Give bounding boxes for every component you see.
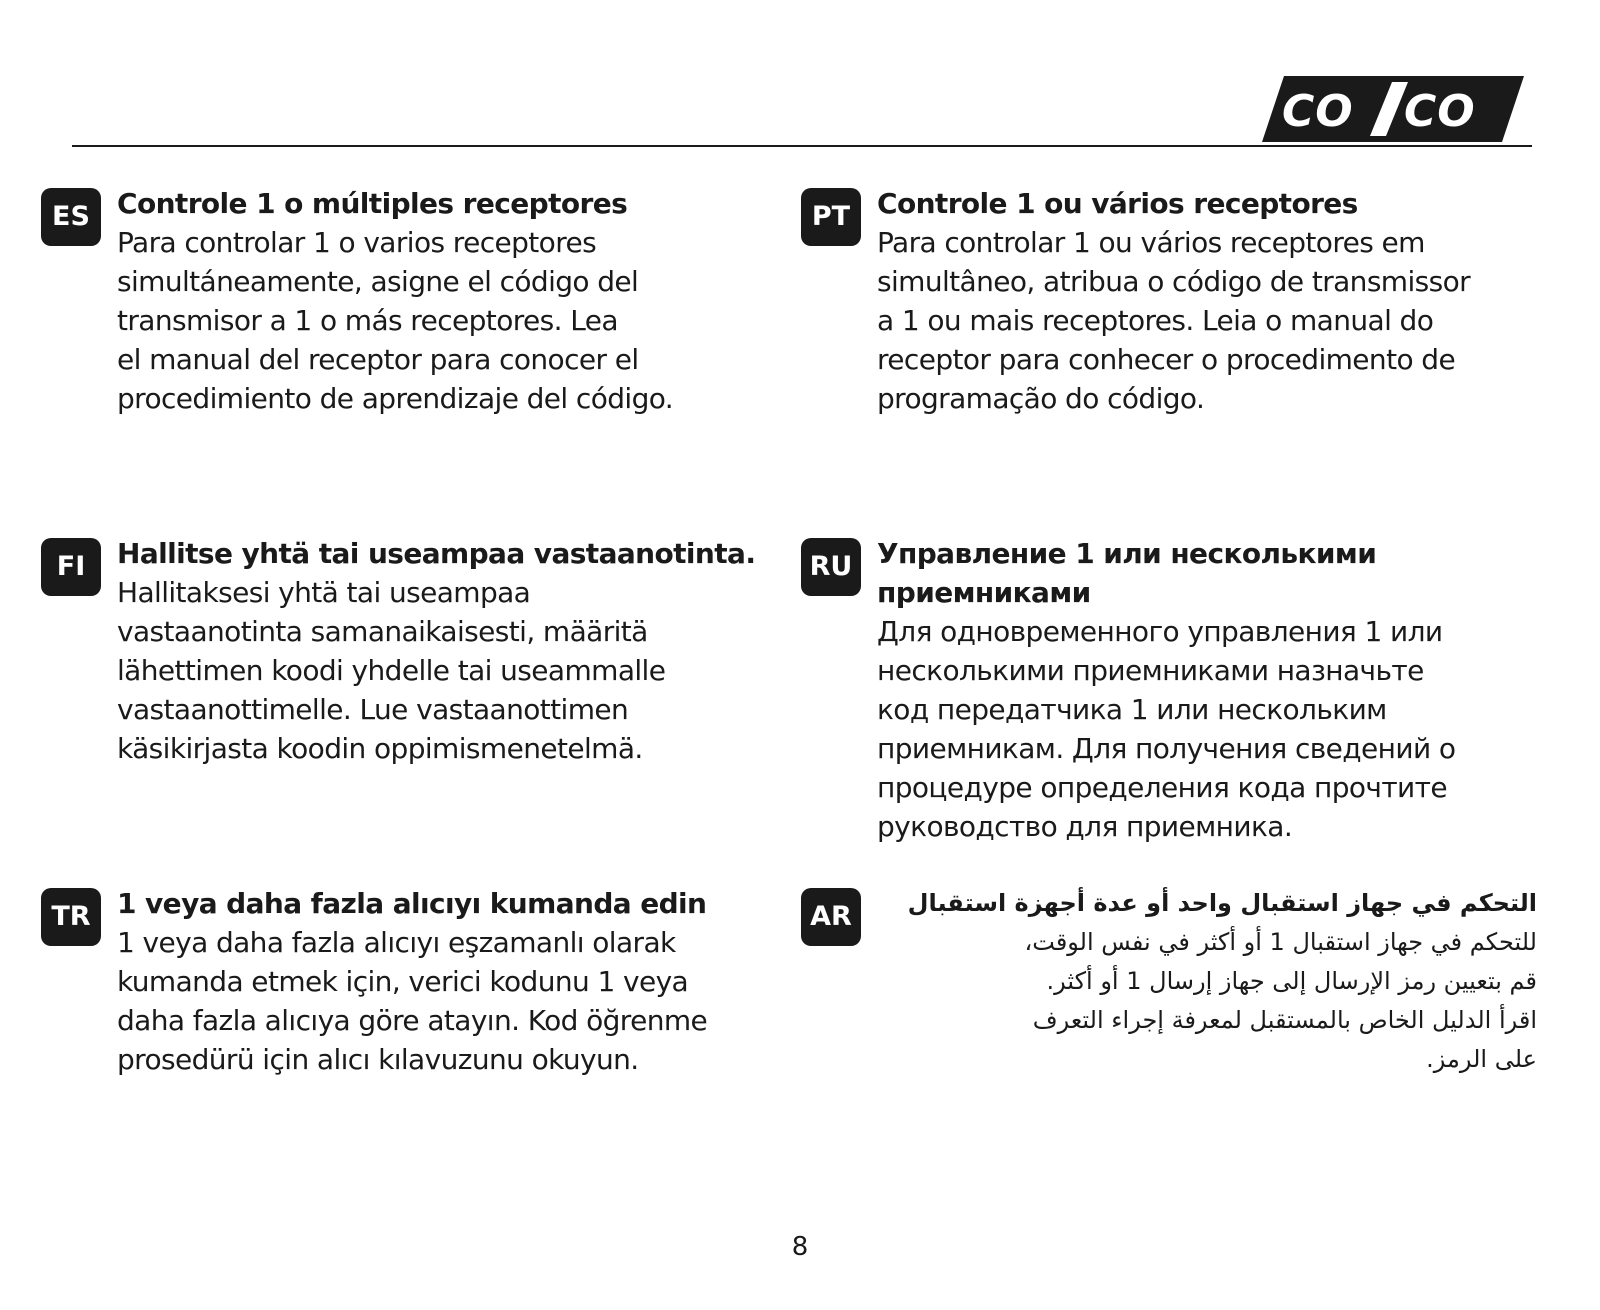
body-line: transmisor a 1 o más receptores. Lea bbox=[117, 304, 618, 337]
body-line: процедуре определения кода прочтите bbox=[877, 771, 1447, 804]
body-line: приемникам. Для получения сведений о bbox=[877, 732, 1456, 765]
coco-logo bbox=[1262, 76, 1524, 142]
body-line: prosedürü için alıcı kılavuzunu okuyun. bbox=[117, 1043, 639, 1076]
body-line: اقرأ الدليل الخاص بالمستقبل لمعرفة إجراء التعرف bbox=[1032, 1006, 1537, 1034]
body-line: receptor para conhecer o procedimento de bbox=[877, 343, 1456, 376]
body-line: 1 veya daha fazla alıcıyı eşzamanlı olarak bbox=[117, 926, 676, 959]
body-line: a 1 ou mais receptores. Leia o manual do bbox=[877, 304, 1434, 337]
language-badge-tr: TR bbox=[41, 888, 101, 946]
language-badge-pt: PT bbox=[801, 188, 861, 246]
body-line: vastaanotinta samanaikaisesti, määritä bbox=[117, 615, 648, 648]
section-content-es bbox=[117, 184, 777, 418]
language-badge-fi: FI bbox=[41, 538, 101, 596]
section-body-es bbox=[117, 223, 777, 418]
header-rule bbox=[72, 145, 1532, 147]
section-content-pt bbox=[877, 184, 1537, 418]
language-badge-es: ES bbox=[41, 188, 101, 246]
body-line: käsikirjasta koodin oppimismenetelmä. bbox=[117, 732, 643, 765]
section-body-ar bbox=[877, 923, 1537, 1079]
body-line: код передатчика 1 или нескольким bbox=[877, 693, 1387, 726]
page-number: 8 bbox=[791, 1232, 809, 1262]
section-body-tr bbox=[117, 923, 777, 1079]
section-title-es: Controle 1 o múltiples receptores bbox=[117, 187, 628, 220]
body-line: Para controlar 1 ou vários receptores em bbox=[877, 226, 1425, 259]
body-line: للتحكم في جهاز استقبال 1 أو أكثر في نفس الوقت، bbox=[1024, 928, 1537, 956]
section-title-ru: Управление 1 или несколькими приемниками bbox=[877, 537, 1377, 609]
svg-text:CO: CO bbox=[1282, 86, 1354, 137]
body-line: simultáneamente, asigne el código del bbox=[117, 265, 639, 298]
body-line: kumanda etmek için, verici kodunu 1 veya bbox=[117, 965, 689, 998]
section-body-ru bbox=[877, 612, 1537, 846]
body-line: vastaanottimelle. Lue vastaanottimen bbox=[117, 693, 629, 726]
body-line: procedimiento de aprendizaje del código. bbox=[117, 382, 674, 415]
section-body-pt bbox=[877, 223, 1537, 418]
section-content-fi bbox=[117, 534, 777, 768]
body-line: على الرمز. bbox=[1426, 1045, 1537, 1073]
section-body-fi bbox=[117, 573, 777, 768]
section-title-ar: التحكم في جهاز استقبال واحد أو عدة أجهزة استقبال bbox=[907, 889, 1537, 917]
body-line: руководство для приемника. bbox=[877, 810, 1293, 843]
body-line: lähettimen koodi yhdelle tai useammalle bbox=[117, 654, 666, 687]
body-line: Для одновременного управления 1 или bbox=[877, 615, 1443, 648]
body-line: el manual del receptor para conocer el bbox=[117, 343, 639, 376]
body-line: daha fazla alıcıya göre atayın. Kod öğrenme bbox=[117, 1004, 708, 1037]
section-content-ru bbox=[877, 534, 1537, 846]
body-line: قم بتعيين رمز الإرسال إلى جهاز إرسال 1 أو أكثر. bbox=[1046, 967, 1537, 995]
body-line: programação do código. bbox=[877, 382, 1205, 415]
language-badge-ar: AR bbox=[801, 888, 861, 946]
svg-text:CO: CO bbox=[1404, 86, 1476, 137]
body-line: несколькими приемниками назначьте bbox=[877, 654, 1424, 687]
section-content-tr bbox=[117, 884, 777, 1079]
section-content-ar bbox=[877, 884, 1537, 1079]
language-badge-ru: RU bbox=[801, 538, 861, 596]
body-line: Hallitaksesi yhtä tai useampaa bbox=[117, 576, 531, 609]
body-line: Para controlar 1 o varios receptores bbox=[117, 226, 597, 259]
body-line: simultâneo, atribua o código de transmissor bbox=[877, 265, 1471, 298]
section-title-fi: Hallitse yhtä tai useampaa vastaanotinta. bbox=[117, 537, 756, 570]
section-title-tr: 1 veya daha fazla alıcıyı kumanda edin bbox=[117, 887, 707, 920]
section-title-pt: Controle 1 ou vários receptores bbox=[877, 187, 1358, 220]
